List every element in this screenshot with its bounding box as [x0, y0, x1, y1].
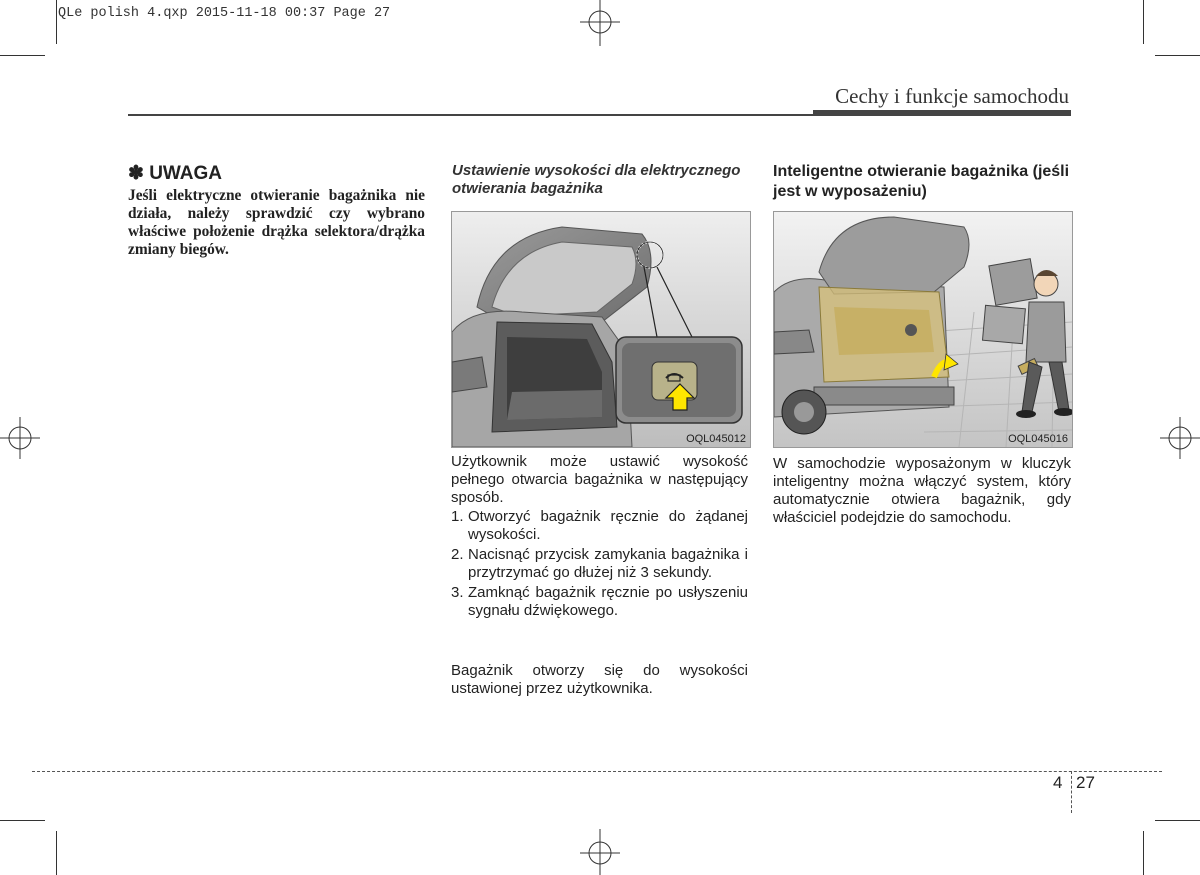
- registration-mark-top-icon: [575, 0, 625, 48]
- tailgate-height-figure: [451, 211, 751, 448]
- figure-code: OQL045016: [1008, 433, 1068, 445]
- list-item: 2. Nacisnąć przycisk zamykania bagażnika i przytrzymać go dłużej niż 3 sekundy.: [451, 546, 748, 581]
- warning-title: ✽ UWAGA: [128, 163, 223, 184]
- height-steps-list: [451, 508, 748, 622]
- footer-divider: [1071, 771, 1072, 813]
- smart-tailgate-body: W samochodzie wyposażonym w kluczyk inteligentny można włączyć system, który automatycznie otwiera bagażnik, gdy właściciel podejdzie do samochodu.: [773, 455, 1071, 526]
- height-setting-subtitle: Ustawienie wysokości dla elektrycznego otwierania bagażnika: [452, 162, 741, 197]
- header-rule: [128, 114, 813, 116]
- height-intro-text: Użytkownik może ustawić wysokość pełnego otwarcia bagażnika w następujący sposób.: [451, 453, 748, 506]
- tailgate-button-illustration: [452, 212, 750, 447]
- smart-tailgate-heading: Inteligentne otwieranie bagażnika (jeśli jest w wyposażeniu): [773, 163, 1070, 200]
- footer-rule: [32, 771, 1162, 772]
- registration-mark-bottom-icon: [575, 827, 625, 875]
- list-item: 1. Otworzyć bagażnik ręcznie do żądanej wysokości.: [451, 508, 748, 543]
- smart-tailgate-illustration: [774, 212, 1072, 447]
- list-item: 3. Zamknąć bagażnik ręcznie po usłyszeniu sygnału dźwiękowego.: [451, 584, 748, 619]
- height-closing-text: Bagażnik otworzy się do wysokości ustawionej przez użytkownika.: [451, 662, 748, 697]
- registration-mark-right-icon: [1158, 415, 1200, 461]
- warning-body: Jeśli elektryczne otwieranie bagażnika nie działa, należy sprawdzić czy wybrano właściwe położenie drążka selektora/drążka zmiany biegów.: [128, 187, 425, 258]
- registration-mark-left-icon: [0, 415, 42, 461]
- printer-slug: QLe polish 4.qxp 2015-11-18 00:37 Page 27: [58, 6, 391, 21]
- smart-tailgate-figure: [773, 211, 1073, 448]
- figure-code: OQL045012: [686, 433, 746, 445]
- header-rule-accent: [813, 110, 1071, 116]
- chapter-number: 4: [1053, 773, 1063, 792]
- page-number: 27: [1076, 773, 1095, 792]
- section-title: Cechy i funkcje samochodu: [835, 84, 1069, 108]
